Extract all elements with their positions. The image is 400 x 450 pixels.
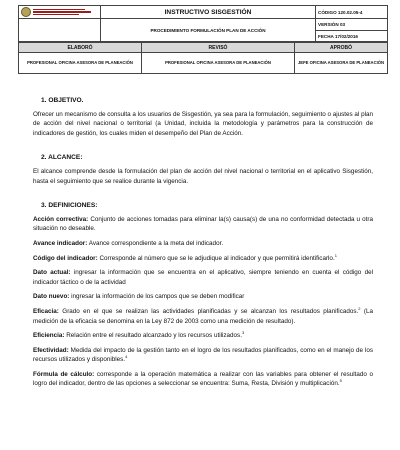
section-heading: 2. ALCANCE: (41, 154, 83, 162)
role-header: REVISÓ (142, 43, 295, 53)
document-subtitle: PROCEDIMIENTO FORMULACIÓN PLAN DE ACCIÓN (101, 19, 316, 42)
definition-term: Eficiencia: (33, 332, 65, 340)
role-person: PROFESIONAL OFICINA ASESORA DE PLANEACIÓN (142, 53, 295, 74)
definition-item (33, 370, 373, 389)
document-date: FECHA 17/02/2016 (316, 31, 388, 42)
definition-text: Conjunto de acciones tomadas para eliminar la(s) causa(s) de una no conformidad detectada u otra situación no deseable. (33, 215, 373, 233)
footnote-ref[interactable]: 2 (358, 305, 361, 311)
document-title: INSTRUCTIVO SISGESTIÓN (101, 6, 316, 19)
definition-term: Acción correctiva: (33, 215, 89, 223)
definition-text: Corresponde al número que se le adjudique al indicador y que permitirá identificarlo. (97, 254, 335, 262)
definition-text: ingresar la información que se encuentra en el aplicativo, siempre teniendo en cuenta el código del indicador táctico o de la actividad (33, 269, 373, 286)
definition-text: ingresar la información de los campos que se deben modificar (69, 293, 245, 301)
definition-text: corresponde a la operación matemática a realizar con las variables para obtener el resultado o logro del indicador, dentro de las opciones a seleccionar se encuentra: Suma, Resta, División y multiplicación. (33, 370, 374, 388)
definition-term: Código del indicador: (33, 254, 98, 262)
logo-spacer (19, 19, 101, 42)
scope-text: El alcance comprende desde la formulación del plan de acción del nivel nacional o territorial en el aplicativo Sisgestión, hasta el seguimiento que se realice durante la vigencia. (33, 167, 373, 185)
section-heading: 1. OBJETIVO. (41, 97, 84, 104)
definition-item (33, 331, 373, 341)
footnote-ref[interactable]: 5 (339, 378, 342, 384)
role-header: ELABORÓ (19, 43, 142, 53)
definition-item (33, 292, 373, 302)
footnote-ref[interactable]: 4 (125, 354, 128, 360)
footnote-ref[interactable]: 3 (241, 330, 245, 335)
definition-term: Eficacia: (33, 307, 59, 315)
document-code: CÓDIGO 120.02.05-4 (316, 6, 388, 19)
definition-term: Efectividad: (33, 346, 69, 354)
document-body (33, 96, 373, 394)
definition-item (33, 307, 373, 326)
definition-item (33, 254, 373, 264)
role-header: APROBÓ (295, 43, 388, 53)
document-version: VERSIÓN 03 (316, 19, 388, 31)
header-table (18, 5, 388, 42)
approval-table (18, 42, 388, 74)
definition-text: Relación entre el resultado alcanzado y los recursos utilizados. (64, 332, 242, 340)
emblem-icon (21, 7, 31, 17)
logo-cell (19, 6, 101, 19)
definition-item (33, 215, 373, 234)
definition-item (33, 346, 373, 365)
document-header (18, 5, 387, 74)
role-person: PROFESIONAL OFICINA ASESORA DE PLANEACIÓN (19, 53, 142, 74)
definition-term: Dato actual: (33, 269, 71, 277)
definition-text: Medida del impacto de la gestión tanto en el logro de los resultados planificados, como en el manejo de los recursos utilizados y disponibles. (33, 346, 373, 364)
footnote-ref[interactable]: 1 (334, 252, 337, 258)
section-heading: 3. DEFINICIONES: (41, 202, 98, 210)
definition-text: Grado en el que se realizan las actividades planificadas y se alcanzan los resultados planificados. (58, 307, 359, 315)
role-person: JEFE OFICINA ASESORA DE PLANEACIÓN (295, 53, 388, 74)
definition-term: Avance indicador: (33, 239, 88, 247)
definition-item (33, 239, 373, 249)
objective-text: Ofrecer un mecanismo de consulta a los usuarios de Sisgestión, ya sea para la formulación, seguimiento o ajustes al plan de acción del nivel nacional o territorial (a Unidad, incluida la metodología y parámetros para la construcción de indicadores de gestión, los cuales miden el desempeño del Plan de Acción. (33, 110, 373, 137)
definition-item (33, 268, 373, 287)
definition-term: Dato nuevo: (33, 293, 70, 301)
logo-icon (19, 7, 100, 17)
definition-term: Fórmula de cálculo: (33, 370, 95, 378)
definition-tail: (La medición de la eficacia se denomina en la Ley 872 de 2003 como una medición de resultado). (33, 307, 373, 325)
definition-text: Avance correspondiente a la meta del indicador. (87, 239, 224, 247)
